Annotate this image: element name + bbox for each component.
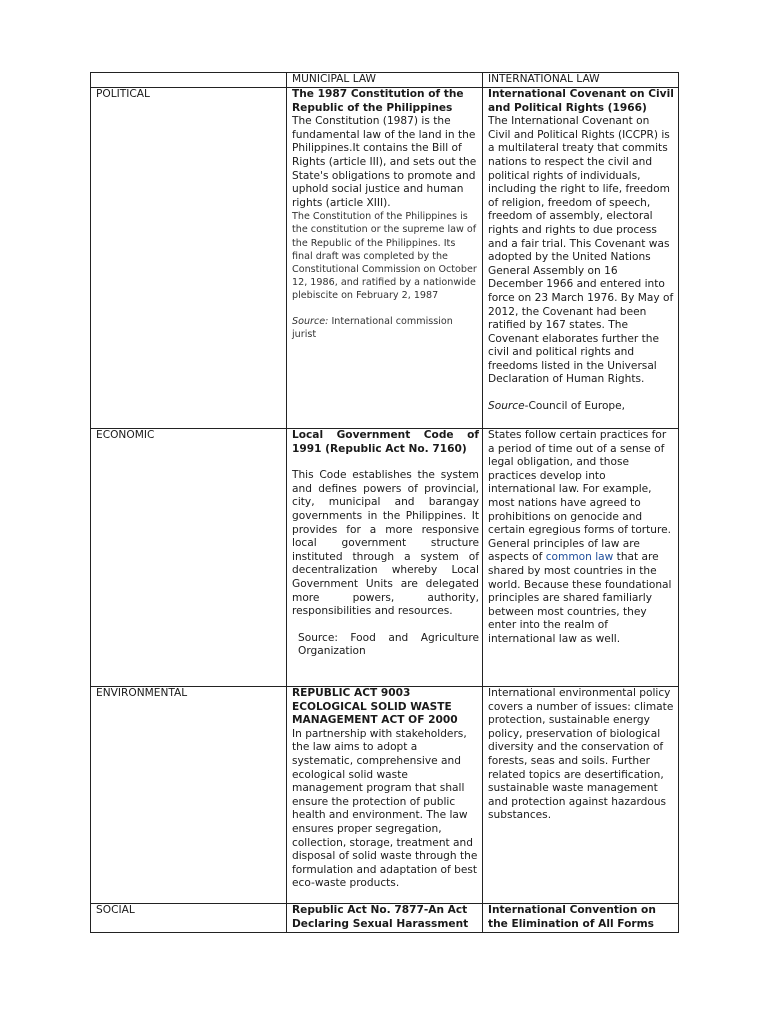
- social-municipal-cell: [287, 904, 483, 933]
- social-international-title: International Convention on the Elimination of All Forms: [488, 904, 656, 930]
- social-international-cell: [483, 904, 679, 933]
- row-label-social: SOCIAL: [91, 904, 287, 933]
- political-municipal-body2: The Constitution of the Philippines is the constitution or the supreme law of the Republic of the Philippines. Its final draft was completed by the Constitutional Commission on October 12, 1986, and ratified by a nationwide plebiscite on February 2, 1987: [292, 211, 477, 301]
- economic-municipal-title: Local Government Code of 1991 (Republic Act No. 7160): [292, 429, 479, 455]
- table-row-economic: [91, 429, 679, 687]
- political-international-cell: [483, 88, 679, 429]
- political-international-title: International Covenant on Civil and Political Rights (1966): [488, 88, 674, 114]
- row-label-economic: ECONOMIC: [91, 429, 287, 687]
- environmental-municipal-title: REPUBLIC ACT 9003 ECOLOGICAL SOLID WASTE MANAGEMENT ACT OF 2000: [292, 687, 458, 727]
- political-municipal-cell: [287, 88, 483, 429]
- table-row-political: [91, 88, 679, 429]
- economic-municipal-source: Source: Food and Agriculture Organization: [298, 631, 479, 658]
- social-municipal-title: Republic Act No. 7877-An Act Declaring Sexual Harassment: [292, 904, 469, 930]
- economic-international-body: [488, 429, 675, 647]
- table-row-environmental: [91, 687, 679, 904]
- header-row: [91, 73, 679, 88]
- environmental-international-cell: [483, 687, 679, 904]
- environmental-international-body: International environmental policy covers a number of issues: climate protection, sustainable energy policy, preservation of biological diversity and the conservation of forests, seas and soils. Further related topics are desertification, sustainable waste management and protection against hazardous substances.: [488, 687, 674, 822]
- source-label: Source:: [292, 316, 329, 327]
- row-label-political: POLITICAL: [91, 88, 287, 429]
- table-row-social: [91, 904, 679, 933]
- source-text: -Council of Europe,: [524, 400, 626, 413]
- header-municipal-law: MUNICIPAL LAW: [287, 73, 483, 88]
- political-international-body: The International Covenant on Civil and Political Rights (ICCPR) is a multilateral treaty that commits nations to respect the civil and political rights of individuals, including the right to life, freedom of religion, freedom of speech, freedom of assembly, electoral rights and rights to due process and a fair trial. This Covenant was adopted by the United Nations General Assembly on 16 December 1966 and entered into force on 23 March 1976. By May of 2012, the Covenant had been ratified by 167 states. The Covenant elaborates further the civil and political rights and freedoms listed in the Universal Declaration of Human Rights.: [488, 115, 674, 386]
- economic-municipal-cell: [287, 429, 483, 687]
- common-law-link[interactable]: common law: [545, 551, 614, 564]
- header-international-law: INTERNATIONAL LAW: [483, 73, 679, 88]
- political-international-source: [488, 400, 675, 414]
- row-label-environmental: ENVIRONMENTAL: [91, 687, 287, 904]
- economic-municipal-body: This Code establishes the system and defines powers of provincial, city, municipal and barangay governments in the Philippines. It provides for a more responsive local government structure instituted through a system of decentralization whereby Local Government Units are delegated more powers, authority, responsibilities and resources.: [292, 469, 479, 618]
- economic-intl-text-2: that are shared by most countries in the world. Because these foundational principles are shared familiarly between most countries, they enter into the realm of international law as well.: [488, 551, 672, 645]
- source-text: International commission jurist: [292, 316, 453, 341]
- source-label: Source: [488, 400, 525, 413]
- political-municipal-source: [292, 315, 479, 341]
- economic-intl-text-1: States follow certain practices for a period of time out of a sense of legal obligation, and those practices develop into international law. For example, most nations have agreed to prohibitions on genocide and certain egregious forms of torture. General principles of law are aspects of: [488, 429, 672, 564]
- header-blank-cell: [91, 73, 287, 88]
- political-municipal-title: The 1987 Constitution of the Republic of the Philippines: [292, 88, 464, 114]
- law-comparison-table: [90, 72, 679, 933]
- environmental-municipal-cell: [287, 687, 483, 904]
- political-municipal-body: The Constitution (1987) is the fundamental law of the land in the Philippines.It contains the Bill of Rights (article III), and sets out the State's obligations to promote and uphold social justice and human rights (article XIII).: [292, 115, 477, 209]
- environmental-municipal-body: In partnership with stakeholders, the law aims to adopt a systematic, comprehensive and ecological solid waste management program that shall ensure the protection of public health and environment. The law ensures proper segregation, collection, storage, treatment and disposal of solid waste through the formulation and adaptation of best eco-waste products.: [292, 727, 478, 890]
- economic-international-cell: [483, 429, 679, 687]
